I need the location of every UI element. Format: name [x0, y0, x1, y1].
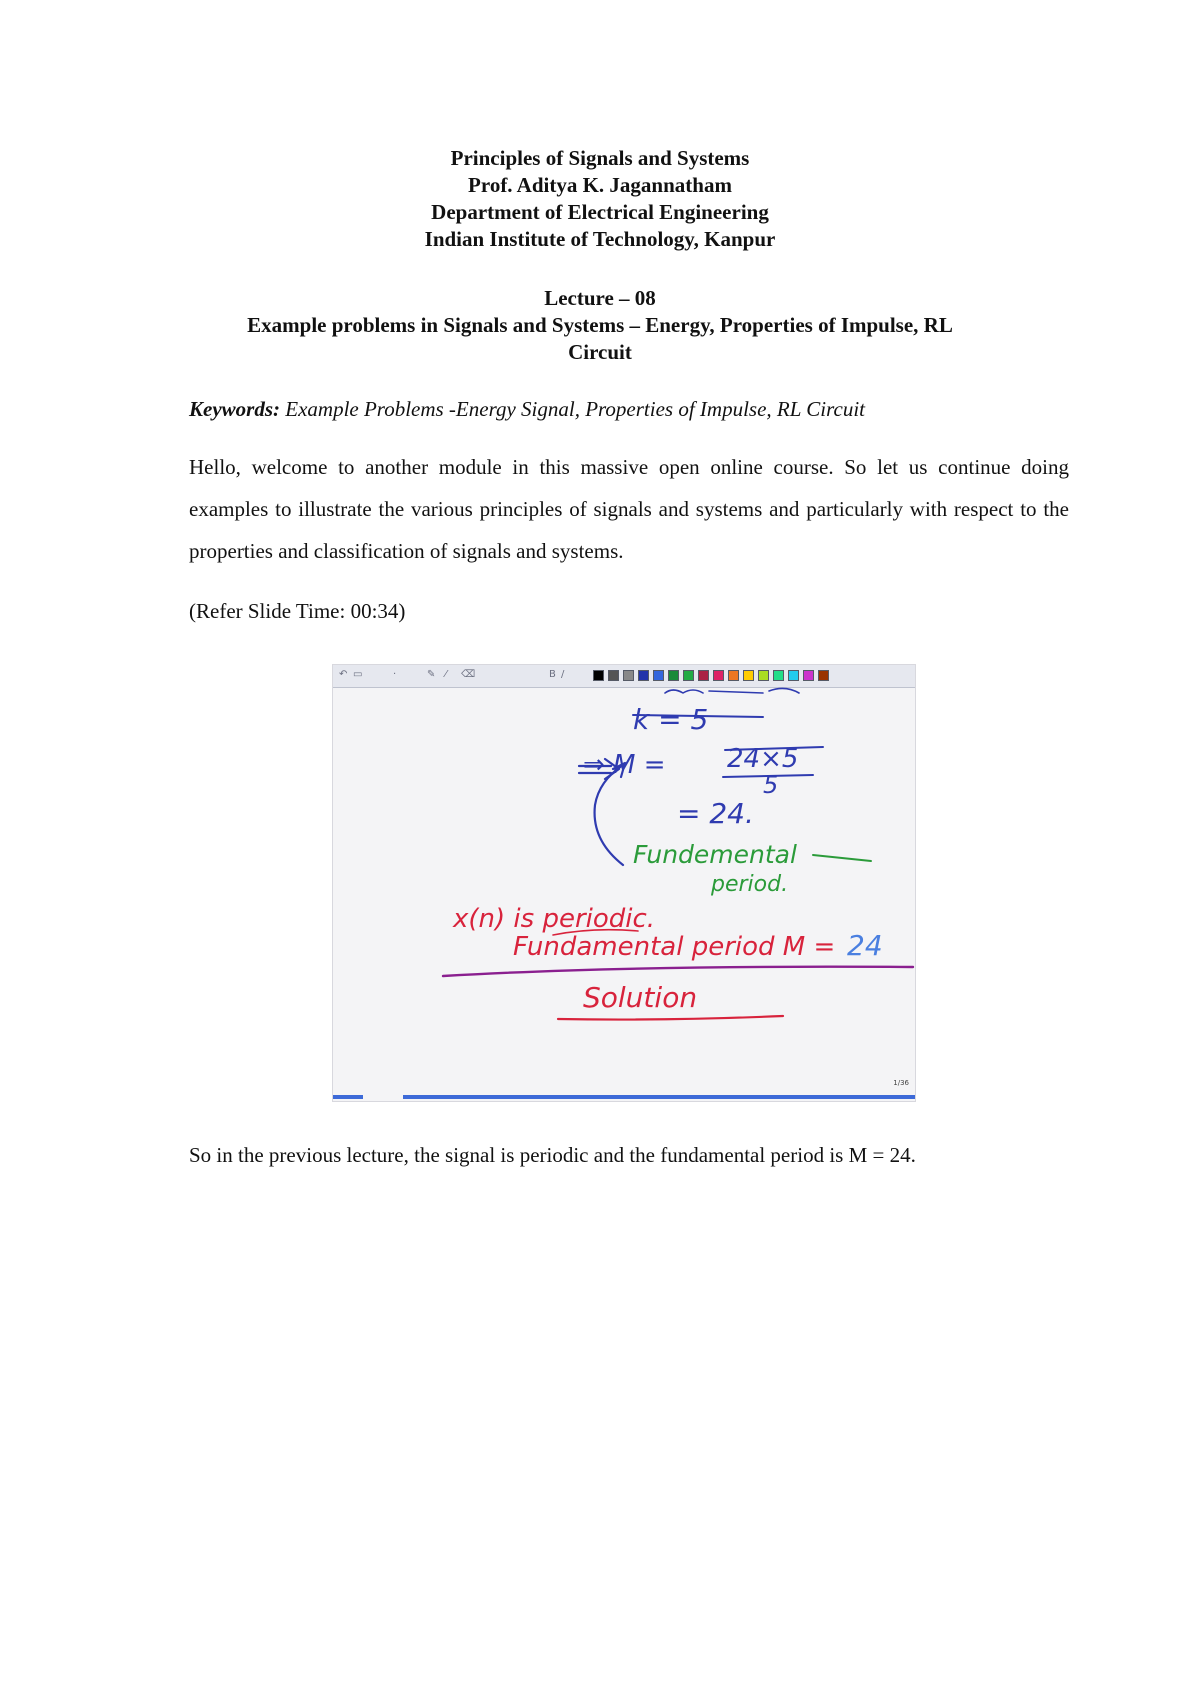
save-icon: ▭: [353, 669, 363, 680]
institute-name: Indian Institute of Technology, Kanpur: [424, 227, 776, 251]
keywords: [189, 396, 1069, 423]
lecture-heading: [170, 285, 1030, 366]
department-name: Department of Electrical Engineering: [431, 200, 769, 224]
purple-divider-line: [443, 967, 913, 976]
course-title: Principles of Signals and Systems: [450, 146, 750, 170]
lecture-title-line-1: Example problems in Signals and Systems – Energy, Properties of Impulse, RL: [247, 313, 953, 337]
lecture-number: Lecture – 08: [544, 286, 656, 310]
fundamental-label: Fundemental: [633, 840, 797, 869]
k-equals-five: k = 5: [633, 703, 709, 736]
separator-icon: ·: [393, 669, 397, 680]
bottom-bar-segment-left: [333, 1095, 363, 1099]
numerator: 24×5: [727, 744, 799, 774]
slide-page-number: 1/36: [893, 1079, 909, 1087]
solution-label: Solution: [583, 981, 698, 1014]
denominator: 5: [763, 771, 779, 799]
solution-underline: [558, 1016, 783, 1020]
italic-icon: /: [561, 669, 565, 680]
lecture-slide-image: [332, 664, 916, 1102]
slide-bottom-bar: [333, 1095, 915, 1101]
keywords-label: Keywords:: [189, 397, 280, 421]
m-equals: ⇒ M =: [583, 750, 666, 780]
closing-paragraph: So in the previous lecture, the signal is periodic and the fundamental period is M = 24.: [189, 1143, 916, 1167]
bold-icon: B: [549, 669, 556, 680]
cutoff-top-stroke: [665, 688, 799, 693]
slide-handwriting: [333, 665, 915, 1101]
refer-slide-time: (Refer Slide Time: 00:34): [189, 599, 406, 623]
result-24: = 24.: [677, 797, 754, 830]
period-label: period.: [711, 872, 789, 897]
pen-tool-icon: ✎: [427, 669, 436, 680]
highlighter-icon: ⁄: [445, 669, 447, 680]
green-trailing-stroke: [813, 855, 871, 861]
keywords-text: Example Problems -Energy Signal, Properties of Impulse, RL Circuit: [280, 397, 866, 421]
periodic-statement: x(n) is periodic.: [453, 904, 656, 934]
document-header: [0, 145, 1200, 253]
lecture-title-line-2: Circuit: [568, 340, 632, 364]
value-24: 24: [847, 929, 883, 962]
fundamental-period-statement: Fundamental period M =: [513, 932, 836, 962]
undo-icon: ↶: [339, 669, 348, 680]
professor-name: Prof. Aditya K. Jagannatham: [468, 173, 732, 197]
intro-paragraph: Hello, welcome to another module in this massive open online course. So let us continue doing examples to illustrate the various principles of signals and systems and particularly with respect to the properties and classification of signals and systems.: [189, 455, 1069, 563]
bottom-bar-segment-right: [403, 1095, 915, 1099]
eraser-icon: ⌫: [461, 669, 476, 680]
